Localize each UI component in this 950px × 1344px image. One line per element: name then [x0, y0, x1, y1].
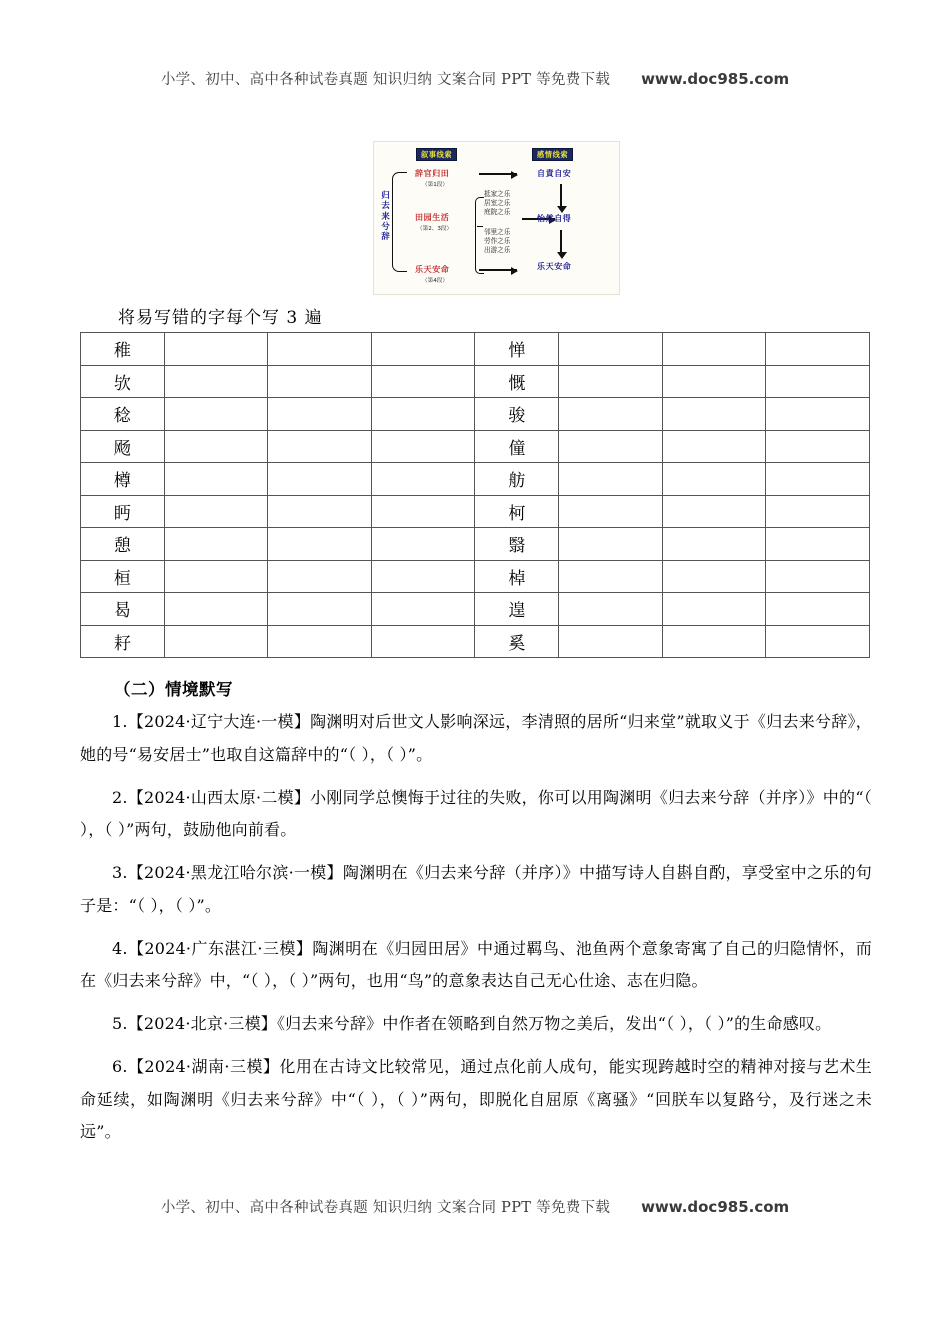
diagram-stage-3-sub: （第4段）	[422, 278, 448, 284]
practice-blank-cell[interactable]	[559, 398, 663, 431]
table-row	[81, 365, 870, 398]
practice-blank-cell[interactable]	[766, 625, 870, 658]
diagram-joys-brace	[475, 197, 484, 274]
table-row	[81, 528, 870, 561]
diagram-arrow-stage1-to-emotion1	[479, 173, 517, 175]
practice-blank-cell[interactable]	[371, 398, 475, 431]
diagram-stage-2-sub: （第2、3段）	[417, 226, 453, 232]
character-cell: 舫	[475, 463, 559, 496]
character-cell: 僮	[475, 430, 559, 463]
diagram-joy-item: 居室之乐	[484, 198, 511, 207]
instruction-text: 将易写错的字每个写 3 遍	[118, 308, 323, 328]
practice-blank-cell[interactable]	[268, 463, 372, 496]
practice-blank-cell[interactable]	[559, 495, 663, 528]
character-cell: 桓	[81, 560, 165, 593]
diagram-stage-3-label: 乐天安命	[415, 265, 450, 274]
practice-blank-cell[interactable]	[164, 398, 268, 431]
question-number: 3.	[112, 863, 128, 882]
practice-blank-cell[interactable]	[559, 430, 663, 463]
question-item	[80, 857, 872, 922]
question-text: 陶渊明在《归去来兮辞（并序）》中描写诗人自斟自酌，享受室中之乐的句子是：“（ ），（ ）”。	[80, 863, 872, 915]
question-text: 《归去来兮辞》中作者在领略到自然万物之美后，发出“（ ），（ ）”的生命感叹。	[276, 1014, 832, 1033]
practice-blank-cell[interactable]	[766, 560, 870, 593]
diagram-joy-item: 抵家之乐	[484, 190, 511, 198]
character-cell: 飏	[81, 430, 165, 463]
practice-blank-cell[interactable]	[662, 625, 766, 658]
practice-blank-cell[interactable]	[268, 398, 372, 431]
practice-blank-cell[interactable]	[371, 463, 475, 496]
character-cell: 惮	[475, 333, 559, 366]
header-watermark-url: www.doc985.com	[641, 70, 790, 88]
character-cell: 欤	[81, 365, 165, 398]
practice-blank-cell[interactable]	[268, 625, 372, 658]
diagram-arrow-emotion1-to-emotion2	[560, 184, 562, 206]
question-item	[80, 1008, 872, 1041]
question-source: 【2024·黑龙江哈尔滨·一模】	[127, 863, 343, 882]
practice-blank-cell[interactable]	[371, 528, 475, 561]
table-row	[81, 593, 870, 626]
diagram-joys-group-a	[484, 190, 510, 216]
practice-blank-cell[interactable]	[662, 463, 766, 496]
table-row	[81, 495, 870, 528]
question-number: 1.	[112, 712, 128, 731]
header-watermark	[0, 68, 950, 89]
practice-blank-cell[interactable]	[662, 365, 766, 398]
practice-blank-cell[interactable]	[371, 365, 475, 398]
diagram-joy-item: 劳作之乐	[484, 236, 511, 245]
practice-blank-cell[interactable]	[371, 333, 475, 366]
character-cell: 柯	[475, 495, 559, 528]
practice-blank-cell[interactable]	[559, 333, 663, 366]
practice-blank-cell[interactable]	[559, 625, 663, 658]
question-source: 【2024·广东湛江·三模】	[127, 938, 313, 958]
diagram-emotion-3: 乐天安命	[537, 262, 572, 271]
diagram-joy-item: 邻里之乐	[484, 228, 511, 236]
practice-blank-cell[interactable]	[164, 528, 268, 561]
character-cell: 奚	[475, 625, 559, 658]
question-source: 【2024·山西太原·二模】	[127, 787, 311, 807]
practice-blank-cell[interactable]	[662, 560, 766, 593]
practice-blank-cell[interactable]	[662, 430, 766, 463]
diagram-vertical-title: 归去来兮辞	[381, 190, 390, 241]
character-cell: 耔	[81, 625, 165, 658]
question-text: 化用在古诗文比较常见，通过点化前人成句，能实现跨越时空的精神对接与艺术生命延续，如陶渊明《归去来兮辞》中“（ ），（ ）”两句，即脱化自屈原《离骚》“回朕车以复路兮，及行迷之未远”。	[80, 1057, 873, 1141]
table-row	[81, 463, 870, 496]
structure-diagram	[373, 141, 620, 295]
question-number: 5.	[112, 1014, 128, 1033]
table-row	[81, 560, 870, 593]
diagram-stage-1-label: 辞官归田	[415, 169, 450, 178]
character-cell: 遑	[475, 593, 559, 626]
practice-blank-cell[interactable]	[559, 560, 663, 593]
practice-blank-cell[interactable]	[164, 495, 268, 528]
practice-blank-cell[interactable]	[164, 333, 268, 366]
practice-blank-cell[interactable]	[371, 495, 475, 528]
practice-blank-cell[interactable]	[164, 593, 268, 626]
practice-blank-cell[interactable]	[559, 528, 663, 561]
question-number: 6.	[112, 1057, 128, 1076]
question-number: 2.	[112, 787, 128, 807]
practice-blank-cell[interactable]	[164, 560, 268, 593]
table-row	[81, 625, 870, 658]
question-item	[80, 782, 872, 847]
practice-blank-cell[interactable]	[371, 593, 475, 626]
practice-blank-cell[interactable]	[559, 365, 663, 398]
practice-blank-cell[interactable]	[662, 333, 766, 366]
diagram-arrow-emotion2-to-emotion3	[560, 230, 562, 252]
section-heading: （二）情境默写	[114, 680, 233, 699]
question-item	[80, 1051, 872, 1149]
diagram-joys-group-b	[484, 228, 510, 254]
practice-blank-cell[interactable]	[662, 593, 766, 626]
practice-blank-cell[interactable]	[662, 528, 766, 561]
question-item	[80, 933, 872, 998]
character-cell: 棹	[475, 560, 559, 593]
character-cell: 翳	[475, 528, 559, 561]
practice-blank-cell[interactable]	[268, 333, 372, 366]
practice-blank-cell[interactable]	[164, 625, 268, 658]
practice-blank-cell[interactable]	[164, 430, 268, 463]
diagram-outer-brace	[392, 172, 407, 272]
character-cell: 稚	[81, 333, 165, 366]
practice-blank-cell[interactable]	[766, 398, 870, 431]
practice-blank-cell[interactable]	[268, 560, 372, 593]
practice-blank-cell[interactable]	[766, 463, 870, 496]
table-row	[81, 333, 870, 366]
character-cell: 樽	[81, 463, 165, 496]
character-cell: 稔	[81, 398, 165, 431]
question-source: 【2024·辽宁大连·一模】	[127, 712, 311, 731]
footer-watermark-text: 小学、初中、高中各种试卷真题 知识归纳 文案合同 PPT 等免费下载	[160, 1200, 611, 1216]
practice-blank-cell[interactable]	[268, 528, 372, 561]
question-source: 【2024·湖南·三模】	[127, 1057, 280, 1076]
practice-blank-cell[interactable]	[662, 398, 766, 431]
character-practice-table	[80, 332, 870, 658]
diagram-joy-item: 出游之乐	[484, 245, 511, 254]
diagram-emotion-2: 怡然自得	[537, 214, 572, 223]
character-cell: 慨	[475, 365, 559, 398]
footer-watermark-url: www.doc985.com	[641, 1198, 790, 1216]
diagram-left-header: 叙事线索	[416, 148, 457, 161]
question-item	[80, 706, 872, 771]
practice-blank-cell[interactable]	[371, 430, 475, 463]
question-text: 陶渊明对后世文人影响深远，李清照的居所“归来堂”就取义于《归去来兮辞》，她的号“易安居士”也取自这篇辞中的“（ ），（ ）”。	[80, 712, 872, 764]
table-row	[81, 430, 870, 463]
practice-blank-cell[interactable]	[766, 528, 870, 561]
practice-blank-cell[interactable]	[766, 365, 870, 398]
question-list	[80, 706, 872, 1159]
practice-blank-cell[interactable]	[164, 365, 268, 398]
diagram-joys-divider	[477, 226, 483, 227]
character-cell: 眄	[81, 495, 165, 528]
practice-blank-cell[interactable]	[766, 430, 870, 463]
practice-blank-cell[interactable]	[766, 333, 870, 366]
diagram-emotion-1: 自責自安	[537, 169, 572, 178]
diagram-stage-1-sub: （第1段）	[422, 182, 448, 188]
diagram-right-header: 感情线索	[532, 148, 573, 161]
character-cell: 骏	[475, 398, 559, 431]
table-row	[81, 398, 870, 431]
practice-blank-cell[interactable]	[766, 593, 870, 626]
practice-blank-cell[interactable]	[371, 625, 475, 658]
practice-blank-cell[interactable]	[164, 463, 268, 496]
diagram-arrow-stage3-to-emotion3	[479, 269, 517, 271]
practice-blank-cell[interactable]	[268, 430, 372, 463]
question-source: 【2024·北京·三模】	[127, 1014, 277, 1033]
practice-blank-cell[interactable]	[268, 365, 372, 398]
practice-blank-cell[interactable]	[371, 560, 475, 593]
question-number: 4.	[112, 938, 128, 958]
practice-blank-cell[interactable]	[662, 495, 766, 528]
diagram-stage-2-label: 田园生活	[415, 213, 450, 222]
practice-blank-cell[interactable]	[559, 593, 663, 626]
practice-blank-cell[interactable]	[268, 495, 372, 528]
character-cell: 憩	[81, 528, 165, 561]
header-watermark-text: 小学、初中、高中各种试卷真题 知识归纳 文案合同 PPT 等免费下载	[160, 72, 611, 88]
footer-watermark	[0, 1196, 950, 1217]
practice-blank-cell[interactable]	[559, 463, 663, 496]
question-text: 陶渊明在《归园田居》中通过羁鸟、池鱼两个意象寄寓了自己的归隐情怀，而在《归去来兮辞》中，“（ ），（ ）”两句，也用“鸟”的意象表达自己无心仕途、志在归隐。	[80, 938, 872, 990]
practice-blank-cell[interactable]	[268, 593, 372, 626]
diagram-joy-item: 庭院之乐	[484, 207, 511, 216]
question-text: 小刚同学总懊悔于过往的失败，你可以用陶渊明《归去来兮辞（并序）》中的“（ ），（ ）”两句，鼓励他向前看。	[80, 787, 872, 839]
practice-blank-cell[interactable]	[766, 495, 870, 528]
character-cell: 曷	[81, 593, 165, 626]
